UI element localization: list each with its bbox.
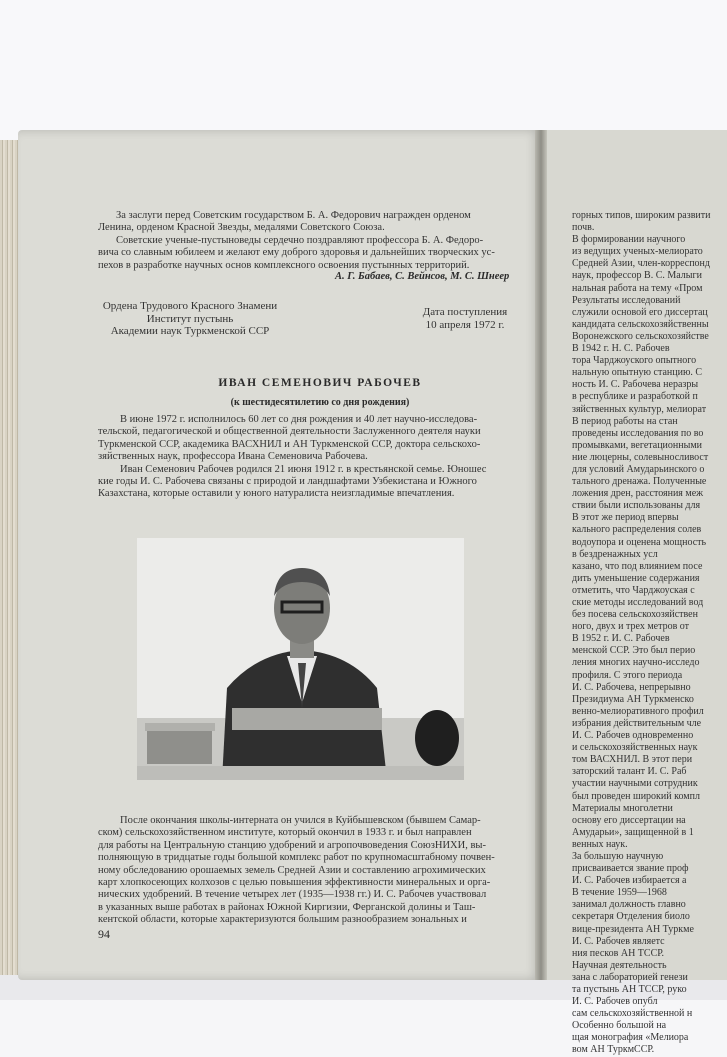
right-text-line: ские методы исследований вод (572, 597, 704, 608)
right-text-line: зяйственных культур, мелиорат (572, 403, 707, 415)
text-line: тельской, педагогической и общественной деятельности Заслуженного деятеля науки (98, 426, 481, 438)
right-text-line: водоупора и оценена мощность (572, 536, 707, 548)
text-line: Казахстана, которые оставили у юного натуралиста неизгладимые впечатления. (98, 488, 455, 500)
right-text-line: щая монография «Мелиора (572, 1032, 689, 1044)
right-text-line: заторский талант И. С. Раб (572, 766, 687, 778)
text-line: кие годы И. С. Рабочева связаны с природой и ландшафтами Узбекистана и Южного (98, 476, 477, 488)
text-line: В июне 1972 г. исполнилось 60 лет со дня рождения и 40 лет научно-исследова- (120, 414, 478, 425)
text-line: полняющую в тридцатые годы большой комплекс работ по крупномасштабному почвен- (98, 852, 495, 864)
portrait-illustration (137, 538, 464, 780)
right-text-line: И. С. Рабочева, непрерывно (572, 681, 691, 693)
received-date: 10 апреля 1972 г. (425, 318, 505, 331)
right-text-line: ность И. С. Рабочева неразры (572, 379, 699, 391)
received-date-block (405, 306, 525, 331)
text-line: Советские ученые-пустыноведы сердечно поздравляют профессора Б. А. Федоро- (116, 234, 484, 246)
institution-block (90, 300, 290, 338)
right-text-line: в бездренажных усл (572, 548, 658, 560)
right-text-line: менской ССР. Это был перио (572, 645, 696, 657)
right-text-line: кального распределения солев (572, 524, 702, 536)
right-text-line: та пустынь АН ТССР, руко (572, 984, 687, 995)
bottom-paragraph (98, 815, 538, 927)
right-text-line: без посева сельскохозяйствен (572, 609, 698, 621)
top-paragraph (98, 210, 538, 272)
article-title: ИВАН СЕМЕНОВИЧ РАБОЧЕВ (218, 377, 422, 389)
text-line: в указанных выше работах в районах Южной Киргизии, Ферганской долины и Таш- (98, 901, 476, 913)
right-text-line: ложения дрен, расстояния меж (572, 488, 704, 500)
right-text-line: ние люцерны, солевыносливост (572, 451, 709, 463)
right-text-line: В 1942 г. Н. С. Рабочев (572, 343, 670, 355)
right-text-line: Амударьи», защищенной в 1 (572, 826, 694, 838)
right-text-line: секретаря Отделения биоло (572, 911, 690, 923)
portrait-photo (137, 538, 464, 780)
institution-line: Институт пустынь (146, 312, 234, 325)
text-line: ному обследованию орошаемых земель Средней Азии и составлению агрохимических (98, 864, 486, 876)
right-text-line: За большую научную (572, 850, 664, 862)
text-line: кентской области, которые характеризуются большим разнообразием зональных и (98, 914, 467, 926)
right-text-line: был проведен широкий компл (572, 790, 700, 802)
text-line: За заслуги перед Советским государством Б. А. Федорович награжден орденом (116, 210, 471, 221)
right-text-line: В период работы на стан (572, 415, 678, 427)
right-text-line: участии научными сотрудник (572, 778, 698, 790)
right-text-line: из ведущих ученых-мелиорато (572, 246, 703, 258)
right-text-line: тального дренажа. Полученные (572, 476, 707, 488)
right-text-line: том ВАСХНИЛ. В этот пери (572, 754, 693, 766)
right-text-line: Результаты исследований (572, 294, 681, 306)
text-line: для работы на Центральную станцию удобрений и агропочвоведения СоюзНИХИ, вы- (98, 839, 486, 851)
institution-line: Ордена Трудового Красного Знамени (102, 300, 278, 312)
text-line: Ленина, орденом Красной Звезды, медалями Советского Союза. (98, 222, 385, 234)
right-text-line: тора Чарджоуского опытного (572, 355, 697, 367)
right-text-line: промывками, вегетационными (572, 439, 702, 451)
right-text-line: присваивается звание проф (572, 863, 689, 875)
right-text-line: нальная работа на тему «Пром (572, 282, 703, 294)
right-text-line: отметить, что Чарджоуская с (572, 584, 695, 596)
right-text-line: занимал должность главно (572, 899, 686, 911)
right-text-line: В 1952 г. И. С. Рабочев (572, 633, 670, 645)
right-text-line: в республике и разработкой п (572, 391, 698, 403)
right-text-line: наук, профессор В. С. Малыги (572, 270, 702, 282)
signatures: А. Г. Бабаев, С. Вейнсов, М. С. Шнеер (335, 271, 510, 282)
text-line: карт хлопкосеющих колхозов с целью повышения эффективности минеральных и орга- (98, 877, 491, 889)
right-text-line: казано, что под влиянием посе (572, 560, 703, 572)
right-text-line: служили основой его диссертац (572, 306, 708, 318)
right-text-line: дить уменьшение содержания (572, 572, 700, 584)
right-text-line: ного, двух и трех метров от (572, 621, 690, 633)
right-text-line: почв. (572, 222, 595, 234)
right-text-line: для условий Амударьинского о (572, 463, 705, 475)
text-line: пехов в разработке научных основ комплексного освоения пустынных территорий. (98, 259, 470, 271)
right-page-column (572, 210, 727, 1056)
received-label: Дата поступления (422, 306, 508, 318)
right-text-line: вице-президента АН Туркме (572, 923, 694, 935)
right-text-line: Средней Азии, член-корреспонд (572, 258, 710, 270)
right-text-line: проведены исследования по во (572, 427, 704, 439)
right-text-line: ления многих научно-исследо (572, 657, 700, 669)
right-text-line: В этот же период впервы (572, 512, 679, 524)
right-text-line: И. С. Рабочев одновременно (572, 730, 694, 742)
text-line: зяйственных наук, профессора Ивана Семеновича Рабочева. (98, 451, 368, 463)
text-line: Иван Семенович Рабочев родился 21 июня 1912 г. в крестьянской семье. Юношес (120, 463, 487, 475)
right-text-line: ния песков АН ТССР. (572, 947, 665, 959)
right-page-lines (572, 210, 727, 1057)
right-text-line: В формировании научного (572, 234, 686, 246)
right-text-line: Президиума АН Туркменско (572, 693, 694, 705)
right-text-line: сам сельскохозяйственной н (572, 1008, 693, 1020)
right-text-line: избрания действительным чле (572, 717, 702, 729)
text-line: вича со славным юбилеем и желают ему доброго здоровья и дальнейших творческих ус- (98, 247, 495, 259)
right-text-line: Научная деятельность (572, 959, 667, 971)
right-text-line: основу его диссертации на (572, 814, 686, 826)
right-text-line: Материалы многолетни (572, 802, 673, 814)
book-page-edges (0, 140, 18, 980)
text-line: нических удобрений. В течение четырех лет (1935—1938 гг.) И. С. Рабочев участвовал (98, 889, 487, 901)
article-subtitle: (к шестидесятилетию со дня рождения) (230, 397, 410, 408)
right-text-line: ствии были использованы для (572, 500, 701, 512)
right-text-line: кандидата сельскохозяйственны (572, 318, 709, 330)
text-line: ском) сельскохозяйственном институте, который окончил в 1933 г. и был направлен (98, 827, 472, 839)
page-number: 94 (98, 927, 110, 941)
right-text-line: венно-мелиоративного профил (572, 705, 704, 717)
institution-line: Академии наук Туркменской ССР (110, 325, 270, 337)
right-text-line: В течение 1959—1968 (572, 887, 667, 899)
intro-paragraph (98, 414, 538, 501)
right-text-line: И. С. Рабочев избирается а (572, 875, 687, 887)
right-text-line: Воронежского сельскохозяйстве (572, 330, 709, 342)
right-text-line: И. С. Рабочев опубл (572, 996, 658, 1008)
right-text-line: вом АН ТуркмССР. (572, 1044, 655, 1056)
right-text-line: И. С. Рабочев являетс (572, 935, 665, 947)
right-text-line: Особенно большой на (572, 1020, 667, 1032)
right-text-line: венных наук. (572, 838, 628, 850)
right-text-line: нальную опытную станцию. С (572, 367, 703, 379)
right-text-line: и сельскохозяйственных наук (572, 742, 698, 754)
text-line: После окончания школы-интерната он учился в Куйбышевском (бывшем Самар- (120, 815, 481, 826)
right-text-line: зана с лабораторией генези (572, 971, 688, 983)
right-text-line: профиля. С этого периода (572, 669, 683, 681)
right-text-line: горных типов, широким развити (572, 210, 711, 221)
text-line: Туркменской ССР, академика ВАСХНИЛ и АН Туркменской ССР, доктора сельскохо- (98, 438, 481, 450)
